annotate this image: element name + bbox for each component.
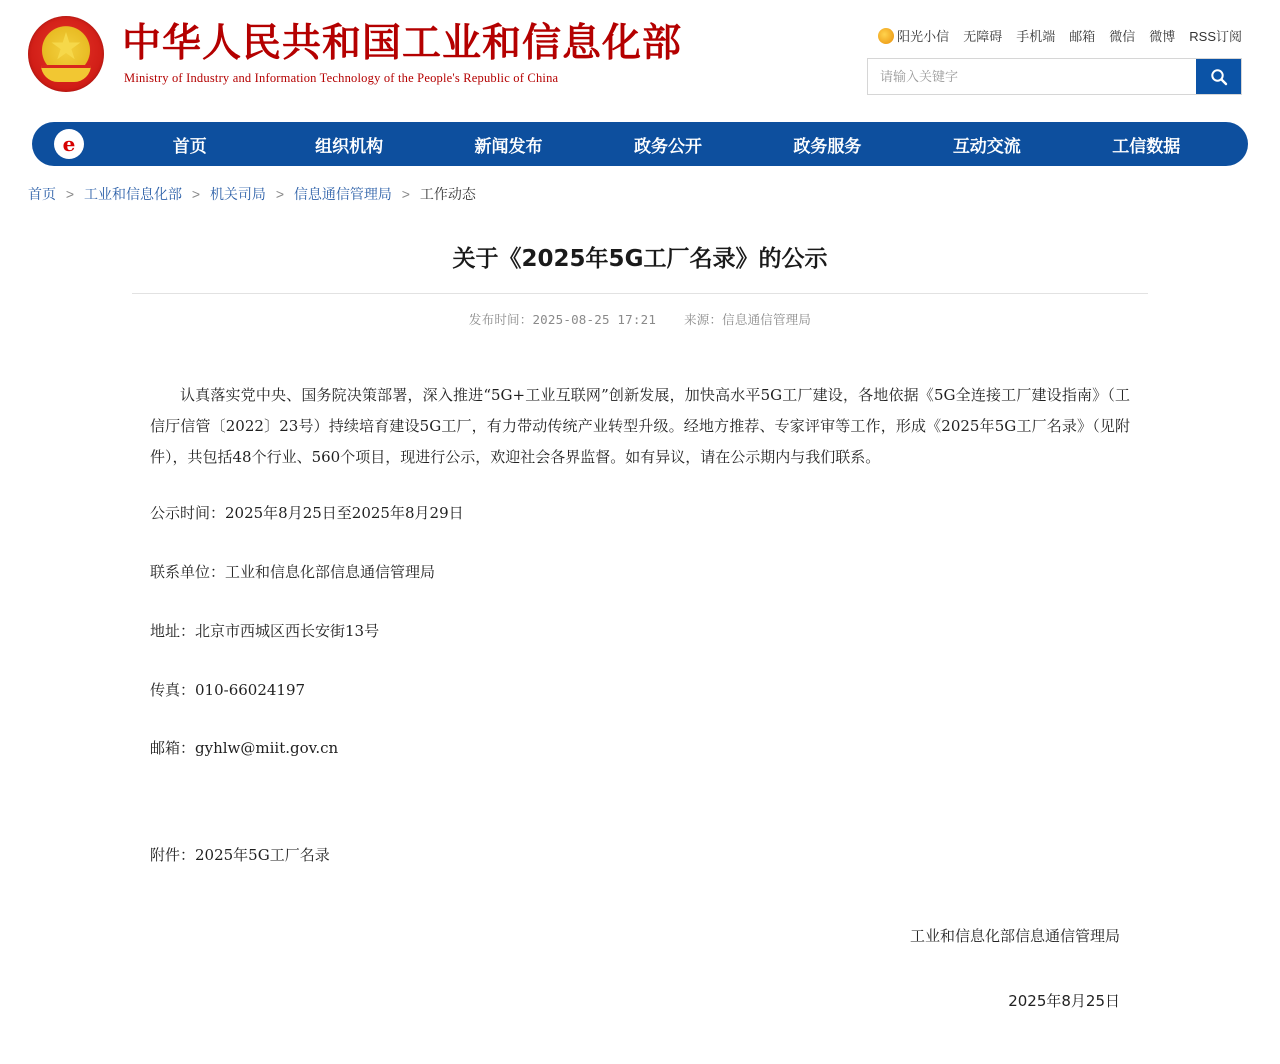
breadcrumb xyxy=(28,184,1280,204)
paragraph-address: 地址：北京市西城区西长安街13号 xyxy=(150,621,380,640)
breadcrumb-item-current: 工作动态 xyxy=(419,186,476,202)
article-meta xyxy=(128,294,1152,328)
top-link-label: 阳光小信 xyxy=(897,29,950,44)
national-emblem-icon xyxy=(28,16,104,92)
top-link-sunshine[interactable] xyxy=(878,26,949,45)
breadcrumb-item-ministry[interactable]: 工业和信息化部 xyxy=(83,186,182,202)
search-input[interactable] xyxy=(868,59,1196,94)
paragraph-email: 邮箱：gyhlw@miit.gov.cn xyxy=(150,739,339,758)
signature-block xyxy=(150,921,1130,1017)
nav-item-government-disclosure[interactable]: 政务公开 xyxy=(633,136,702,156)
breadcrumb-item-bureau[interactable]: 信息通信管理局 xyxy=(293,186,392,202)
nav-item-interaction[interactable]: 互动交流 xyxy=(952,136,1021,156)
top-link-rss[interactable]: RSS订阅 xyxy=(1189,29,1242,44)
top-link-wechat[interactable]: 微信 xyxy=(1109,29,1136,44)
source-value: 信息通信管理局 xyxy=(722,312,812,327)
top-link-mobile[interactable]: 手机端 xyxy=(1016,29,1056,44)
breadcrumb-separator: > xyxy=(65,186,75,202)
publish-time-value: 2025-08-25 17:21 xyxy=(532,312,657,327)
sun-icon xyxy=(878,28,894,44)
nav-item-data[interactable]: 工信数据 xyxy=(1112,136,1181,156)
top-link-weibo[interactable]: 微博 xyxy=(1149,29,1176,44)
site-title-en: Ministry of Industry and Information Technology of the People's Republic of China xyxy=(124,70,559,85)
top-link-mail[interactable]: 邮箱 xyxy=(1069,29,1096,44)
article-body xyxy=(128,380,1152,1016)
spacer xyxy=(150,792,1130,840)
main-navigation xyxy=(32,122,1248,166)
nav-item-home[interactable]: 首页 xyxy=(172,136,207,156)
site-logo[interactable] xyxy=(28,16,682,92)
site-header xyxy=(0,0,1280,112)
nav-item-news[interactable]: 新闻发布 xyxy=(474,136,543,156)
paragraph-contact-unit: 联系单位：工业和信息化部信息通信管理局 xyxy=(150,563,436,581)
paragraph-fax: 传真：010-66024197 xyxy=(150,680,306,699)
attachment-link[interactable]: 附件：2025年5G工厂名录 xyxy=(150,846,330,864)
breadcrumb-separator: > xyxy=(275,186,285,202)
search-box xyxy=(867,58,1242,95)
top-link-accessibility[interactable]: 无障碍 xyxy=(963,29,1003,44)
paragraph-main: 认真落实党中央、国务院决策部署，深入推进“5G+工业互联网”创新发展，加快高水平5G工厂建设，各地依据《5G全连接工厂建设指南》（工信厅信管〔2022〕23号）持续培育建设5G工厂，有力带动传统产业转型升级。经地方推荐、专家评审等工作，形成《2025年5G工厂名录》（见附件），共包括48个行业、560个项目，现进行公示，欢迎社会各界监督。如有异议，请在公示期内与我们联系。 xyxy=(150,386,1130,466)
top-link-bar xyxy=(878,26,1242,45)
source-label: 来源： xyxy=(684,312,723,327)
signature-date: 2025年8月25日 xyxy=(1008,991,1120,1010)
nav-item-organization[interactable]: 组织机构 xyxy=(315,136,384,156)
breadcrumb-separator: > xyxy=(401,186,410,202)
signature-org: 工业和信息化部信息通信管理局 xyxy=(909,926,1120,945)
page-title: 关于《2025年5G工厂名录》的公示 xyxy=(452,246,828,272)
search-button[interactable] xyxy=(1196,59,1241,94)
breadcrumb-item-home[interactable]: 首页 xyxy=(28,186,56,202)
article xyxy=(128,228,1152,1016)
nav-item-government-services[interactable]: 政务服务 xyxy=(793,136,862,156)
publish-time-label: 发布时间： xyxy=(468,312,533,327)
nav-logo-icon[interactable]: e xyxy=(54,129,84,159)
breadcrumb-separator: > xyxy=(191,186,201,202)
paragraph-publicity-period: 公示时间：2025年8月25日至2025年8月29日 xyxy=(150,504,464,523)
site-title-cn: 中华人民共和国工业和信息化部 xyxy=(122,20,683,67)
breadcrumb-item-departments[interactable]: 机关司局 xyxy=(209,186,266,202)
search-icon xyxy=(1209,67,1229,87)
